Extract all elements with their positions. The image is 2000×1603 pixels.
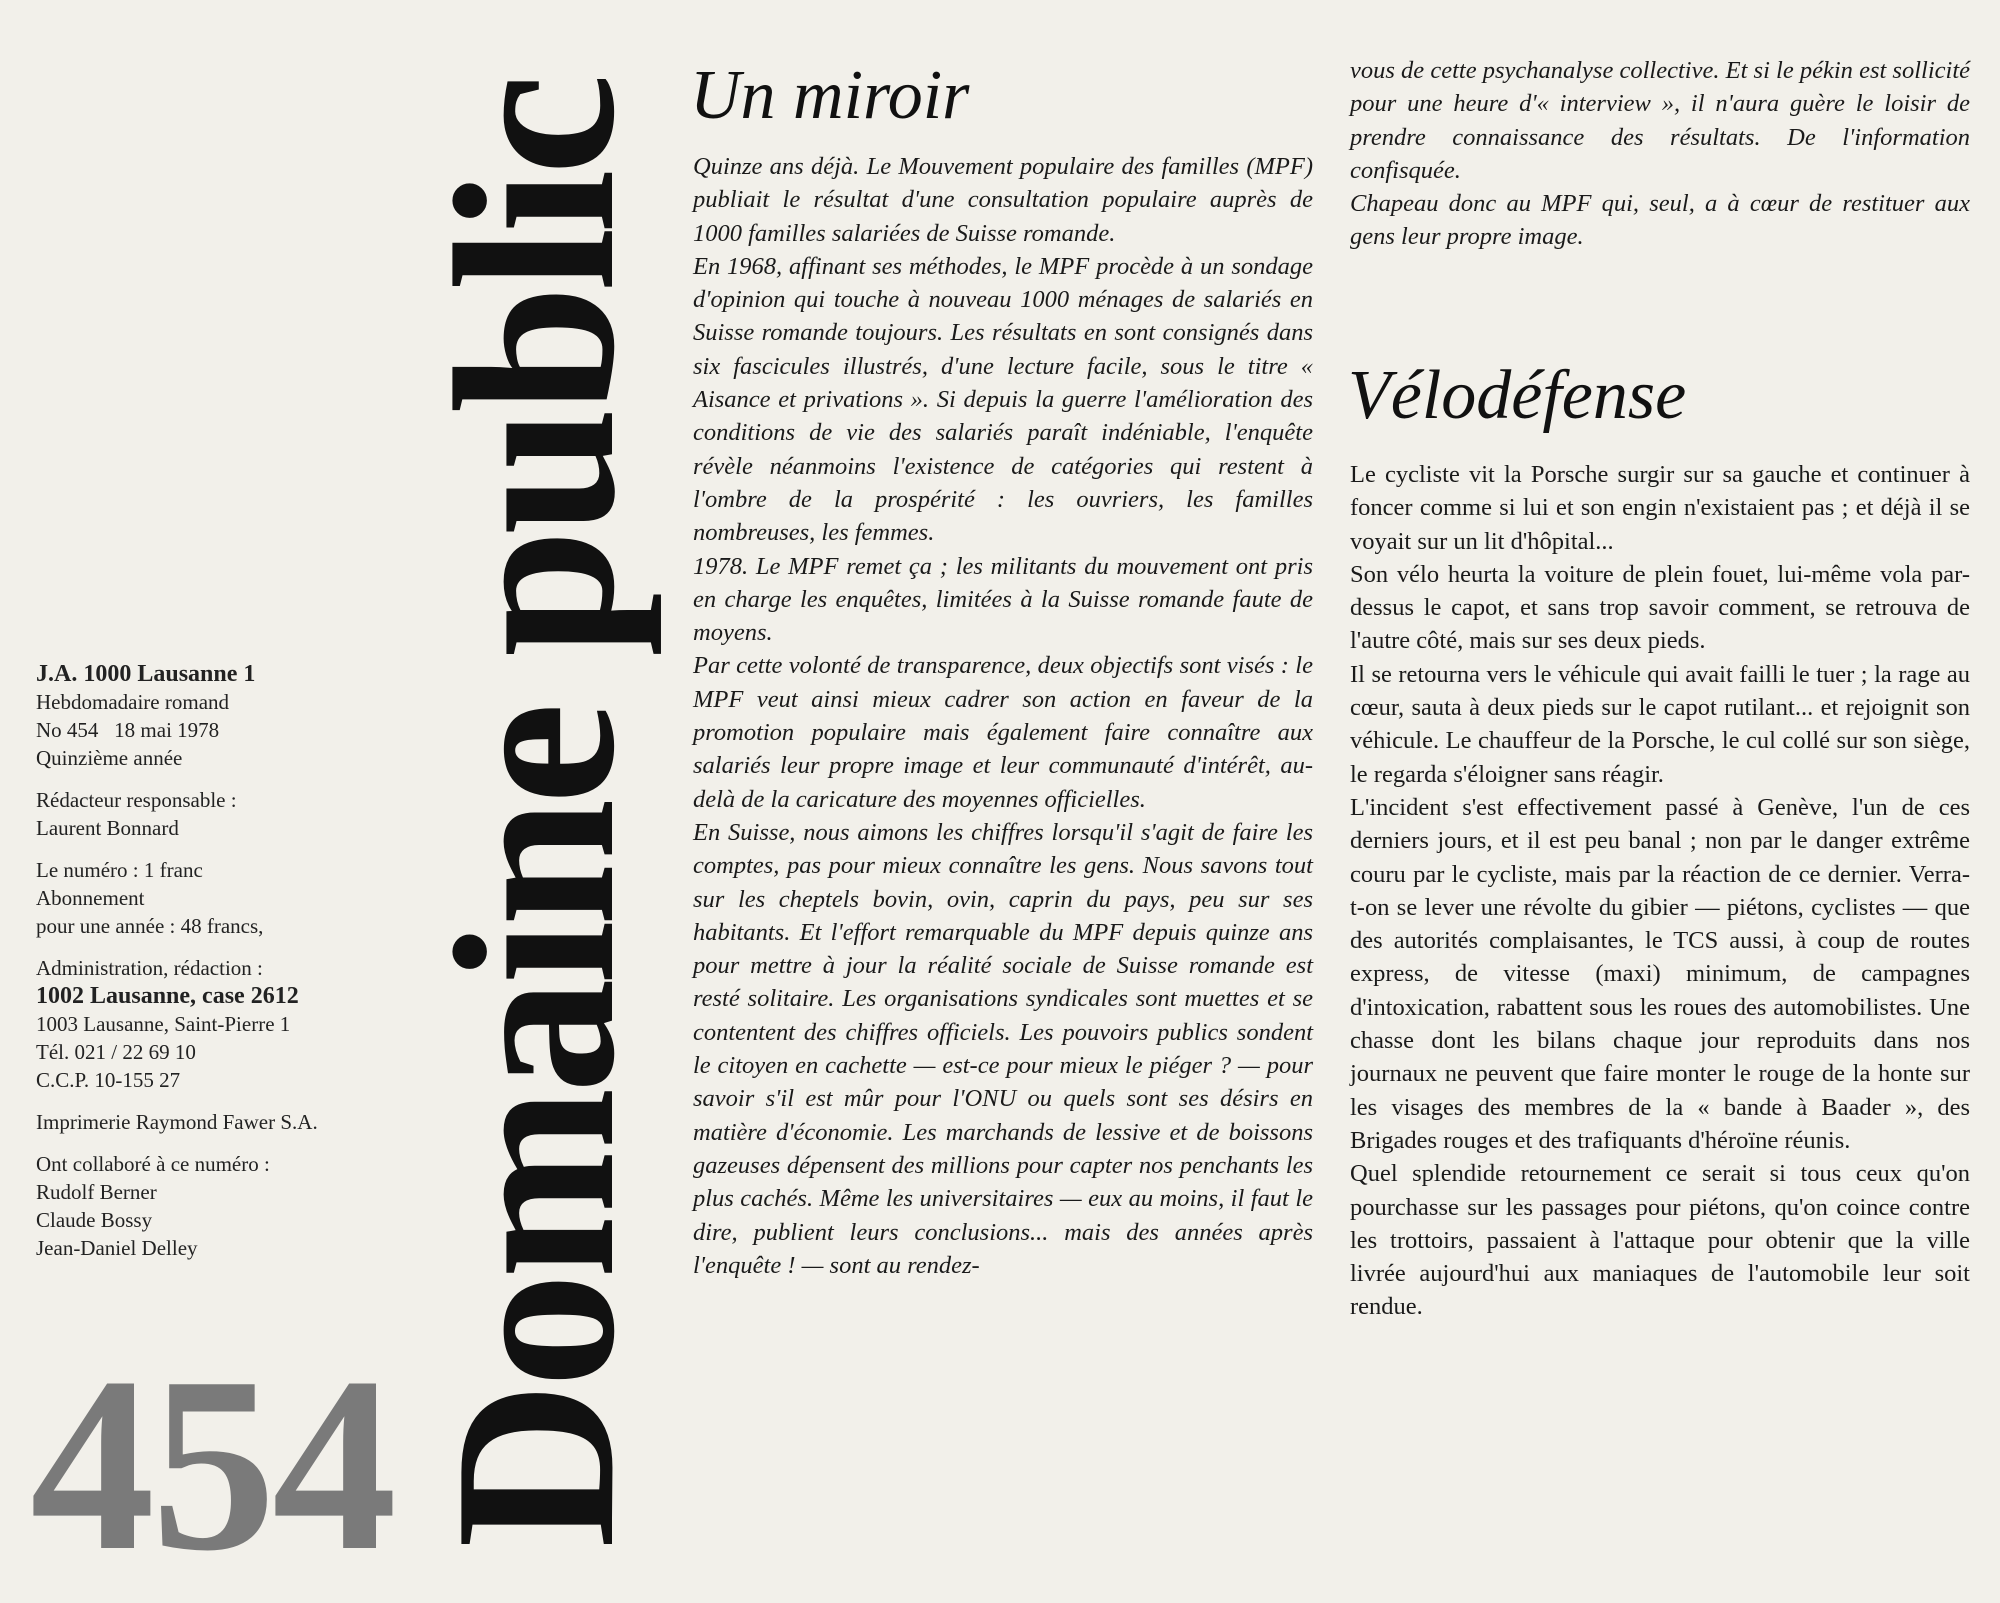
ja-line: J.A. 1000 Lausanne 1: [36, 661, 256, 687]
contributor: Jean-Daniel Delley: [36, 1236, 198, 1260]
paragraph: Il se retourna vers le véhicule qui avait failli le tuer ; la rage au cœur, sauta à deux pieds sur le capot rutilant... et rejoignit son véhicule. Le chauffeur de la Porsche, le cul collé sur son siège, le regarda s'éloigner sans réagir.: [1350, 660, 1970, 788]
street-address: 1003 Lausanne, Saint-Pierre 1: [36, 1012, 291, 1036]
paragraph: En 1968, affinant ses méthodes, le MPF procède à un sondage d'opinion qui touche à nouveau 1000 ménages de salariés en Suisse romande toujours. Les résultats en sont consignés dans six fascicules illustrés, d'une lecture facile, sous le titre « Aisance et privations ». Si depuis la guerre l'amélioration des conditions de vie des salariés paraît indéniable, l'enquête révèle néanmoins l'existence de catégories qui restent à l'ombre de la prospérité : les ouvriers, les familles nombreuses, les femmes.: [693, 252, 1313, 547]
article-velodefense-body: [1350, 458, 1970, 1324]
paragraph: Par cette volonté de transparence, deux objectifs sont visés : le MPF veut ainsi mieux cadrer son action en faveur de la promotion populaire mais également faire connaître aux salariés leur propre image et leur communauté d'intérêt, au-delà de la caricature des moyennes officielles.: [693, 652, 1313, 813]
telephone: Tél. 021 / 22 69 10: [36, 1040, 196, 1064]
admin-address: 1002 Lausanne, case 2612: [36, 983, 299, 1009]
postal-account: C.C.P. 10-155 27: [36, 1068, 181, 1092]
publication-year: Quinzième année: [36, 746, 183, 770]
issue-price: Le numéro : 1 franc: [36, 858, 203, 882]
editor-label: Rédacteur responsable :: [36, 788, 237, 812]
publication-type: Hebdomadaire romand: [36, 690, 230, 714]
subscription-price: pour une année : 48 francs,: [36, 914, 264, 938]
paragraph: Quinze ans déjà. Le Mouvement populaire des familles (MPF) publiait le résultat d'une consultation populaire auprès de 1000 familles salariées de Suisse romande.: [693, 153, 1313, 247]
paragraph: Le cycliste vit la Porsche surgir sur sa gauche et continuer à foncer comme si lui et son engin n'existaient pas ; et déjà il se voyait sur un lit d'hôpital...: [1350, 461, 1970, 555]
printer-block: [36, 1108, 416, 1136]
contributor: Claude Bossy: [36, 1208, 153, 1232]
masthead-title: Domaine public: [407, 79, 662, 1548]
editor-name: Laurent Bonnard: [36, 816, 179, 840]
subscription-label: Abonnement: [36, 886, 145, 910]
article-title-miroir: Un miroir: [690, 57, 970, 134]
article-title-velodefense: Vélodéfense: [1348, 357, 1687, 434]
article-miroir-continuation: [1350, 54, 1970, 254]
issue-number: 454: [30, 1326, 393, 1603]
paragraph: L'incident s'est effectivement passé à Genève, l'un de ces derniers jours, et il est peu banal ; non par le danger extrême couru par le cycliste, mais par la réaction de ce dernier. Verra-t-on se lever une révolte du gibier — piétons, cyclistes — que des autorités complaisantes, le TCS aussi, à coup de routes express, de vitesse (maxi) minimum, de campagnes d'intoxication, rabattent sous les roues des automobilistes. Une chasse dont les bilans chaque jour reproduits dans nos journaux ne peuvent que faire monter le rouge de la honte sur les visages des membres de la « bande à Baader », des Brigades rouges et des trafiquants d'héroïne réunis.: [1350, 793, 1970, 1154]
publication-info: [36, 660, 416, 1276]
contributor: Rudolf Berner: [36, 1180, 157, 1204]
paragraph: Quel splendide retournement ce serait si tous ceux qu'on pourchasse sur les passages pour piétons, qu'on coince contre les trottoirs, passaient à l'attaque pour obtenir que la ville livrée aujourd'hui aux maniaques de l'automobile leur soit rendue.: [1350, 1160, 1970, 1321]
printer-name: Imprimerie Raymond Fawer S.A.: [36, 1110, 318, 1134]
paragraph: Chapeau donc au MPF qui, seul, a à cœur de restituer aux gens leur propre image.: [1350, 190, 1970, 251]
contributors-block: [36, 1150, 416, 1262]
admin-label: Administration, rédaction :: [36, 956, 263, 980]
admin-block: [36, 954, 416, 1094]
article-miroir-body: [693, 150, 1313, 1282]
contributors-label: Ont collaboré à ce numéro :: [36, 1152, 270, 1176]
paragraph: 1978. Le MPF remet ça ; les militants du mouvement ont pris en charge les enquêtes, limitées à la Suisse romande faute de moyens.: [693, 552, 1313, 647]
price-block: [36, 856, 416, 940]
paragraph: vous de cette psychanalyse collective. Et si le pékin est sollicité pour une heure d'« interview », il n'aura guère le loisir de prendre connaissance des résultats. De l'information confisquée.: [1350, 57, 1970, 184]
issue-details: [36, 660, 416, 772]
editor-block: [36, 786, 416, 842]
paragraph: Son vélo heurta la voiture de plein fouet, lui-même vola par-dessus le capot, et sans trop savoir comment, se retrouva de l'autre côté, mais sur ses deux pieds.: [1350, 560, 1970, 655]
issue-number-date: No 454 18 mai 1978: [36, 718, 220, 742]
paragraph: En Suisse, nous aimons les chiffres lorsqu'il s'agit de faire les comptes, pas pour mieux connaître les gens. Nous savons tout sur les cheptels bovin, ovin, caprin du pays, peu sur ses habitants. Et l'effort remarquable du MPF depuis quinze ans pour mettre à jour la réalité sociale de Suisse romande est resté solitaire. Les organisations syndicales sont muettes et se contentent des chiffres officiels. Les pouvoirs publics sondent le citoyen en cachette — est-ce pour mieux le piéger ? — pour savoir s'il est mûr pour l'ONU ou quels sont ses désirs en matière d'économie. Les marchands de lessive et de boissons gazeuses dépensent des millions pour capter nos penchants les plus cachés. Même les universitaires — eux au moins, il faut le dire, publient leurs conclusions... mais des années après l'enquête ! — sont au rendez-: [693, 818, 1313, 1279]
